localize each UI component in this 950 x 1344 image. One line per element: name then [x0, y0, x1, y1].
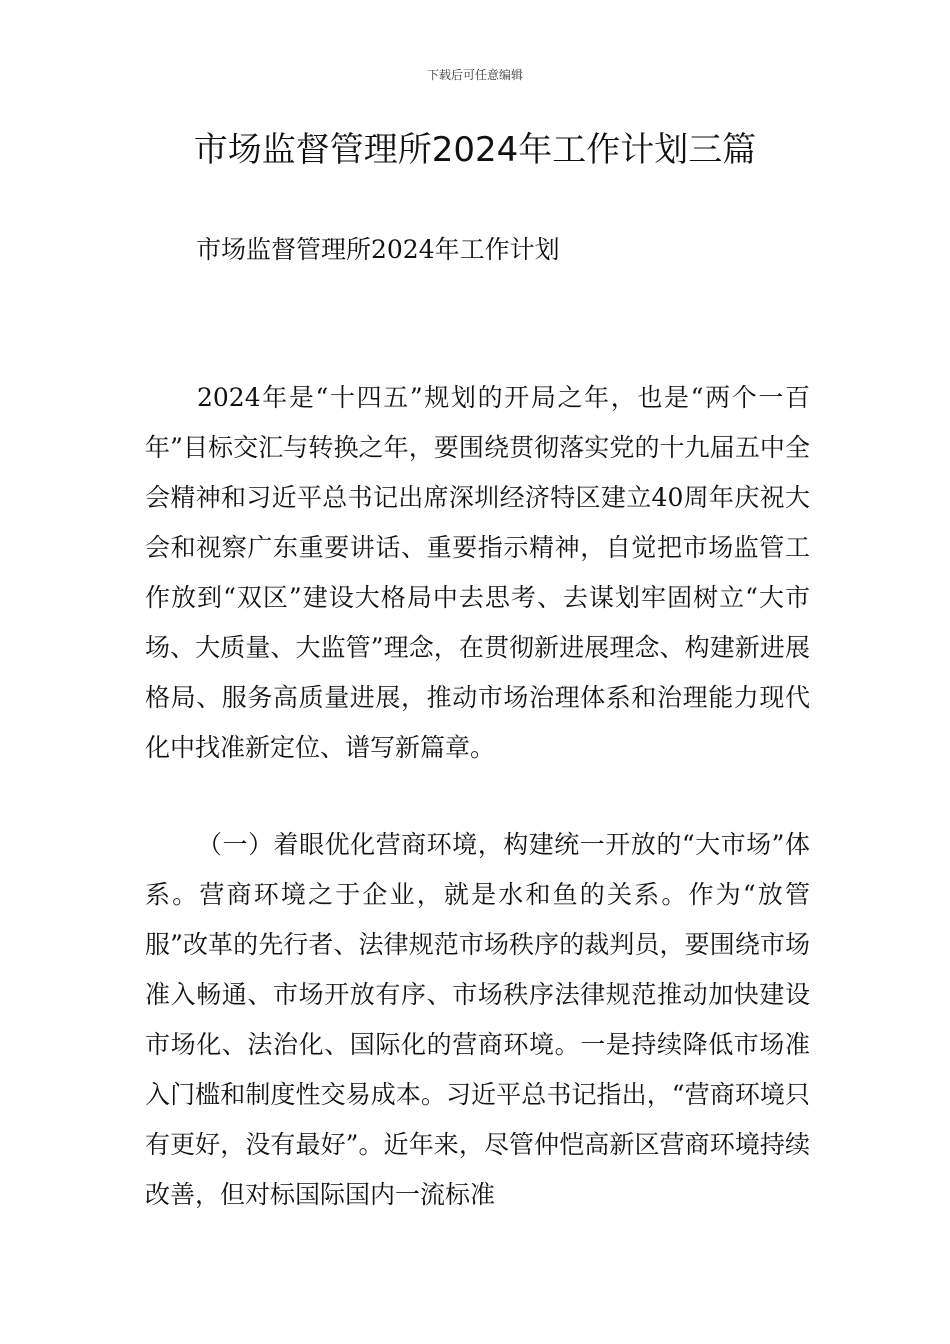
page-title: 市场监督管理所2024年工作计划三篇: [193, 130, 757, 170]
section-subtitle: 市场监督管理所2024年工作计划: [196, 235, 560, 264]
body-paragraph: 2024年是“十四五”规划的开局之年，也是“两个一百年”目标交汇与转换之年，要围绕贯彻落实党的十九届五中全会精神和习近平总书记出席深圳经济特区建立40周年庆祝大会和视察广东重要讲话、重要指示精神，自觉把市场监管工作放到“双区”建设大格局中去思考、去谋划牢固树立“大市场、大质量、大监管”理念，在贯彻新进展理念、构建新进展格局、服务高质量进展，推动市场治理体系和治理能力现代化中找准新定位、谱写新篇章。: [145, 383, 810, 762]
body-paragraph: （一）着眼优化营商环境，构建统一开放的“大市场”体系。营商环境之于企业，就是水和鱼的关系。作为“放管服”改革的先行者、法律规范市场秩序的裁判员，要围绕市场准入畅通、市场开放有序、市场秩序法律规范推动加快建设市场化、法治化、国际化的营商环境。一是持续降低市场准入门槛和制度性交易成本。习近平总书记指出，“营商环境只有更好，没有最好”。近年来，尽管仲恺高新区营商环境持续改善，但对标国际国内一流标准: [145, 830, 810, 1209]
header-note: 下载后可任意编辑: [426, 68, 523, 82]
